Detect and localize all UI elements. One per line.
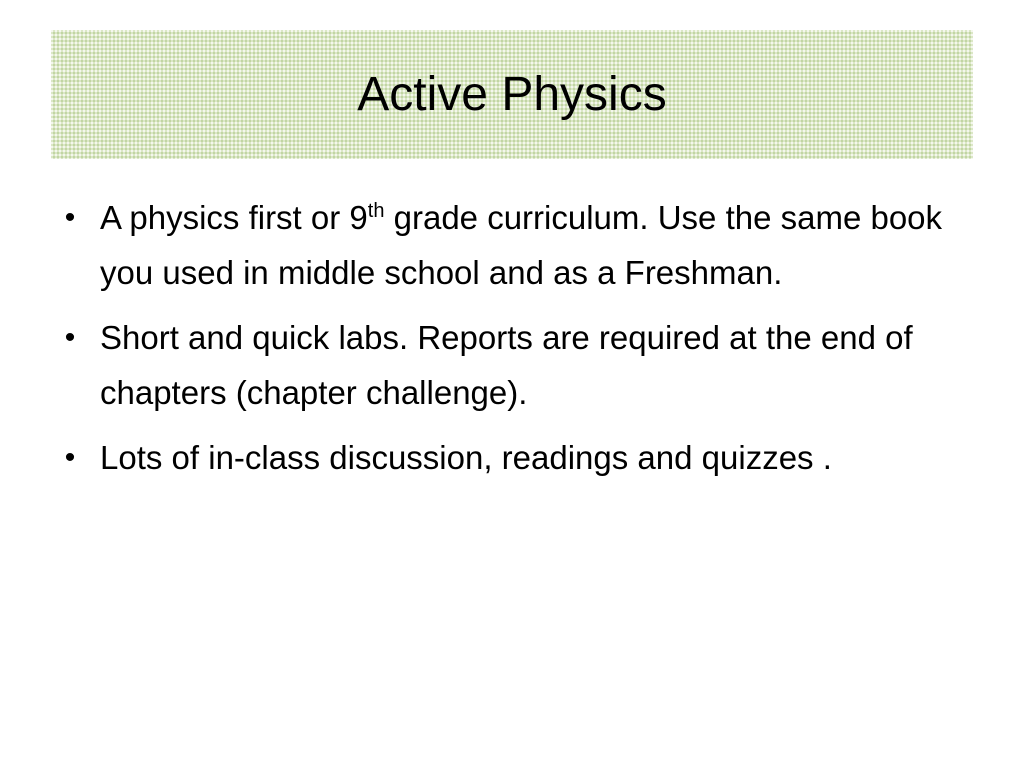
curriculum-text-start: A physics first or 9 (100, 199, 368, 236)
bullet-text-discussion: Lots of in-class discussion, readings and quizzes . (100, 439, 832, 476)
bullet-text-curriculum (100, 199, 942, 291)
bullet-text-labs: Short and quick labs. Reports are required at the end of chapters (chapter challenge). (100, 319, 913, 411)
title-banner (51, 30, 973, 159)
slide-title: Active Physics (357, 67, 667, 121)
ordinal-superscript: th (367, 200, 385, 222)
bullet-item-discussion (58, 430, 970, 485)
bullet-list (58, 190, 970, 495)
bullet-item-labs (58, 310, 970, 420)
bullet-icon: • (64, 441, 76, 474)
curriculum-text-end: grade curriculum. Use the same book you used in middle school and as a Freshman. (100, 199, 943, 291)
bullet-icon: • (64, 321, 76, 354)
bullet-item-curriculum (58, 190, 970, 300)
bullet-icon: • (64, 201, 76, 234)
